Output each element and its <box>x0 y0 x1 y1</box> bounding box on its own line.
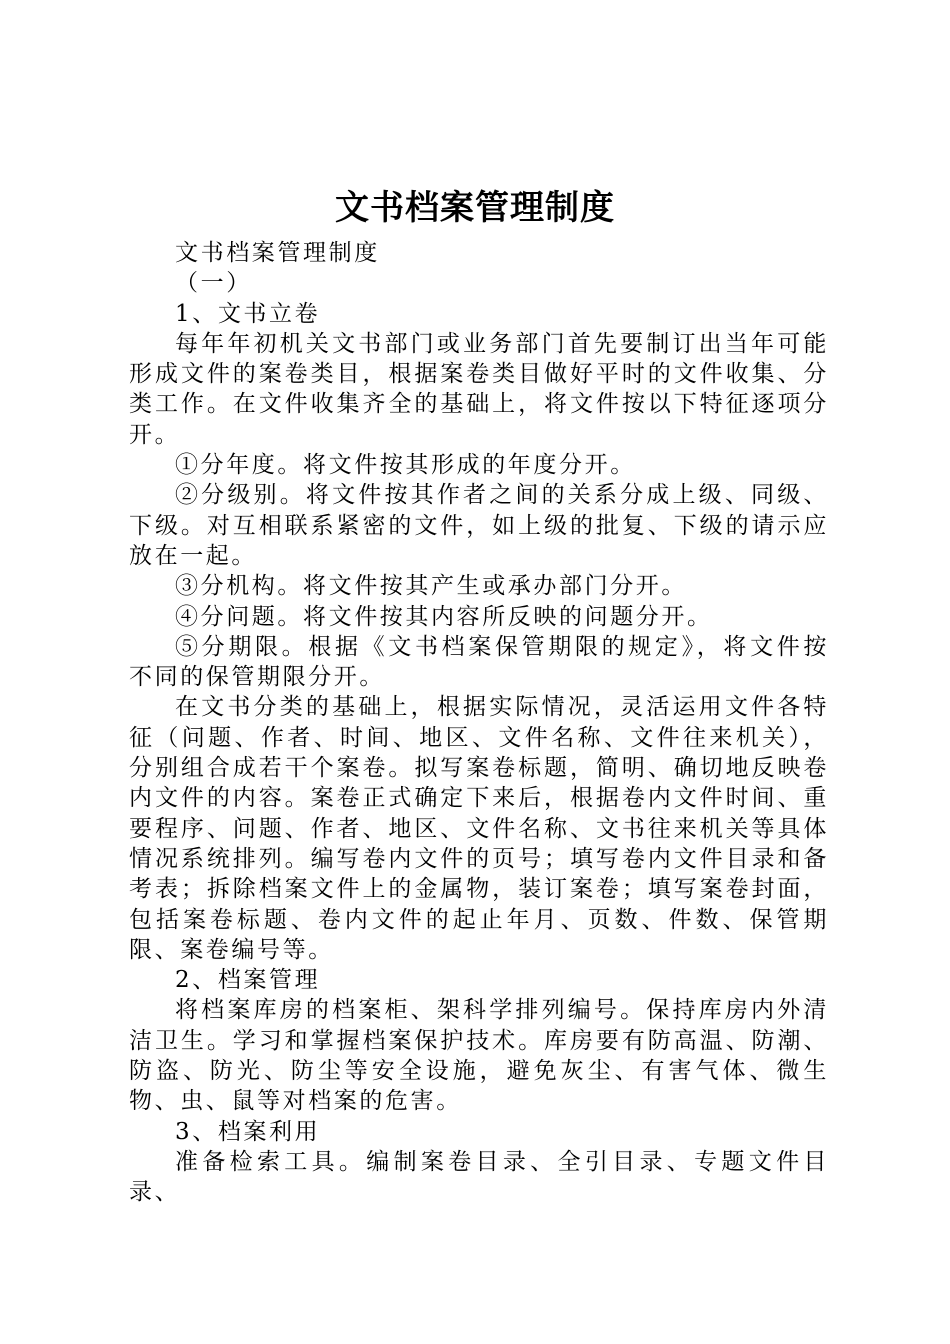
section-number: （一） <box>175 270 252 297</box>
subtitle-paragraph: 文书档案管理制度 <box>175 240 380 266</box>
list-item-issue: ④分问题。将文件按其内容所反映的问题分开。 <box>175 603 713 630</box>
body-paragraph: 每年年初机关文书部门或业务部门首先要制订出当年可能形成文件的案卷类目，根据案卷类目做好平时的文件收集、分类工作。在文件收集齐全的基础上，将文件按以下特征逐项分开。 <box>129 330 829 448</box>
body-paragraph: 在文书分类的基础上，根据实际情况，灵活运用文件各特征（问题、作者、时间、地区、文件名称、文件往来机关），分别组合成若干个案卷。拟写案卷标题，简明、确切地反映卷内文件的内容。案卷正式确定下来后，根据卷内文件时间、重要程序、问题、作者、地区、文件名称、文书往来机关等具体情况系统排列。编写卷内文件的页号；填写卷内文件目录和备考表；拆除档案文件上的金属物，装订案卷；填写案卷封面，包括案卷标题、卷内文件的起止年月、页数、件数、保管期限、案卷编号等。 <box>129 694 829 963</box>
section-heading-usage: 3、档案利用 <box>175 1118 321 1145</box>
list-item-organization: ③分机构。将文件按其产生或承办部门分开。 <box>175 573 687 600</box>
list-item-period: ⑤分期限。根据《文书档案保管期限的规定》，将文件按不同的保管期限分开。 <box>129 633 829 691</box>
document-title: 文书档案管理制度 <box>335 188 615 228</box>
list-item-year: ①分年度。将文件按其形成的年度分开。 <box>175 452 636 479</box>
list-item-level: ②分级别。将文件按其作者之间的关系分成上级、同级、下级。对互相联系紧密的文件，如上级的批复、下级的请示应放在一起。 <box>129 482 829 569</box>
document-body <box>129 238 829 1208</box>
section-heading-filing: 1、文书立卷 <box>175 300 321 327</box>
body-paragraph: 将档案库房的档案柜、架科学排列编号。保持库房内外清洁卫生。学习和掌握档案保护技术。库房要有防高温、防潮、防盗、防光、防尘等安全设施，避免灰尘、有害气体、微生物、虫、鼠等对档案的危害。 <box>129 997 829 1115</box>
body-paragraph: 准备检索工具。编制案卷目录、全引目录、专题文件目录、 <box>129 1148 829 1206</box>
section-heading-management: 2、档案管理 <box>175 967 321 994</box>
